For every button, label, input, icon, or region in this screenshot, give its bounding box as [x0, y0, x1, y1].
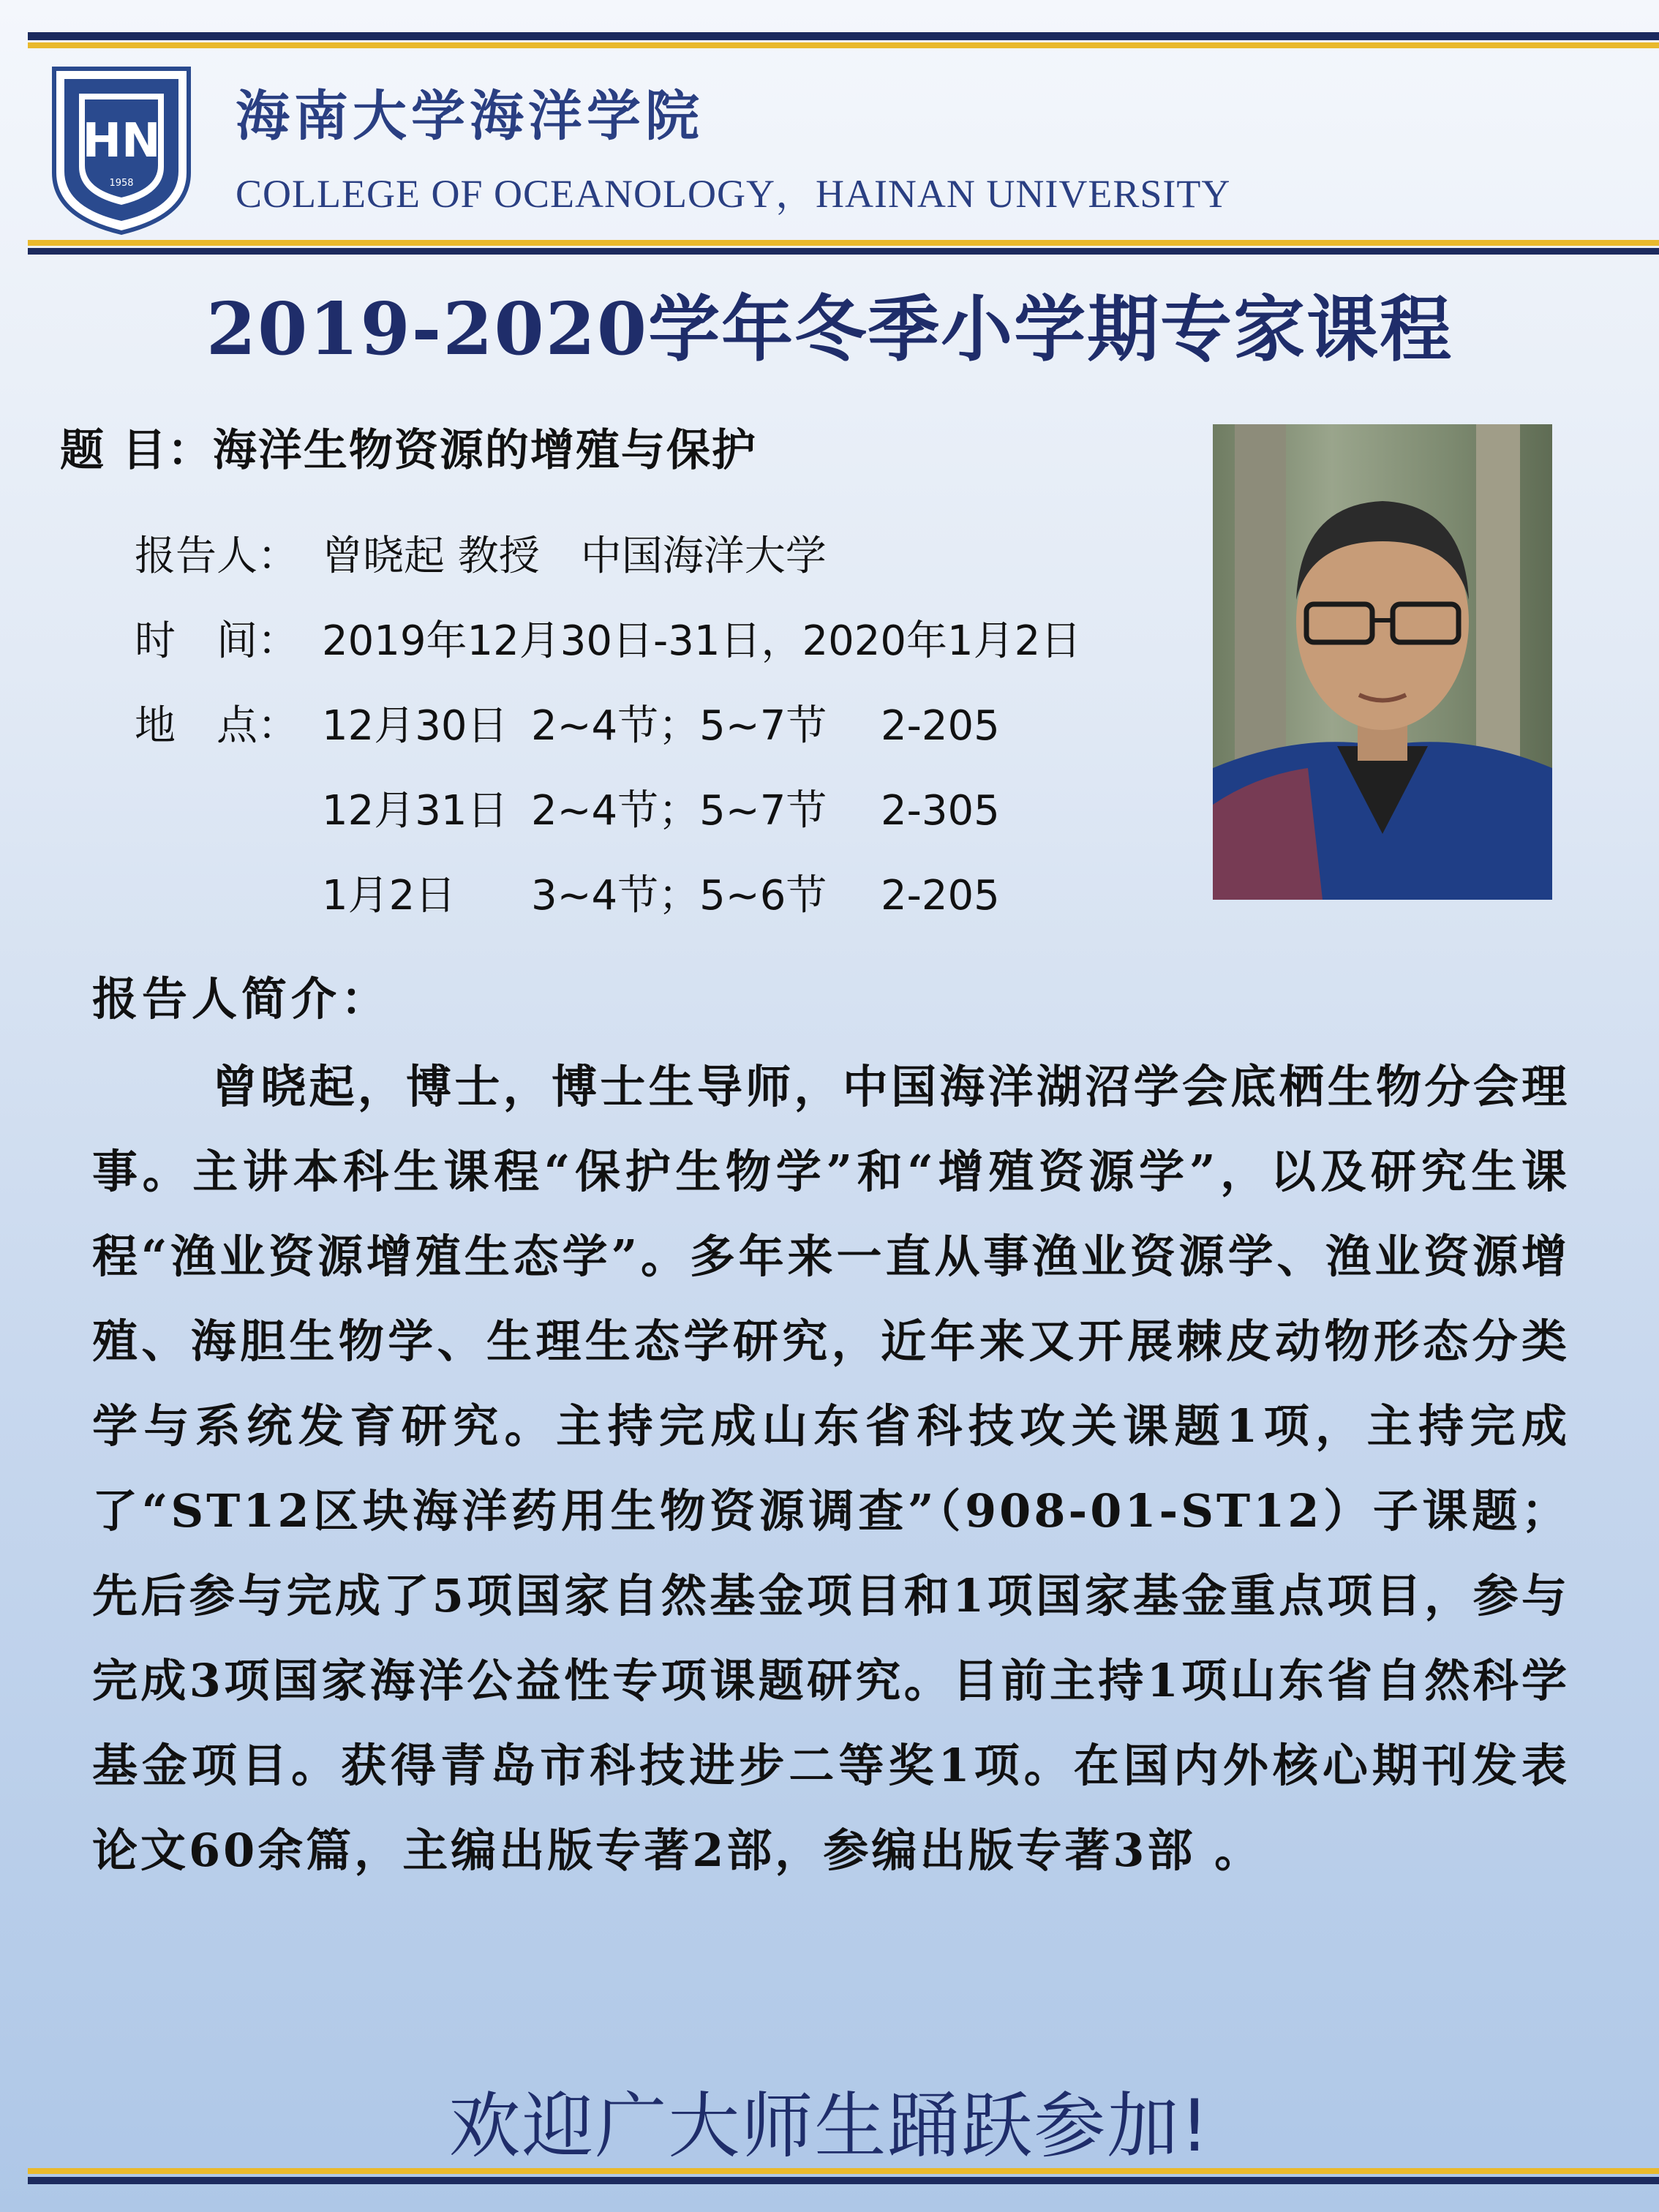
welcome-message: 欢迎广大师生踊跃参加!: [448, 2085, 1211, 2168]
time-value: 2019年12月30日-31日，2020年1月2日: [322, 617, 1082, 665]
schedule-periods: 3~4节；5~6节: [531, 872, 827, 919]
bottom-gold-bar: [28, 2168, 1659, 2174]
schedule-periods: 2~4节；5~7节: [531, 702, 827, 750]
schedule-row: [135, 778, 1000, 837]
speaker-label: 报告人：: [135, 533, 298, 580]
place-label: 地 点：: [135, 702, 298, 750]
top-gold-bar: [28, 42, 1659, 48]
bio-paragraph: 曾晓起，博士，博士生导师，中国海洋湖沼学会底栖生物分会理事。主讲本科生课程“保护生物学”和“增殖资源学”，以及研究生课程“渔业资源增殖生态学”。多年来一直从事渔业资源学、渔业资源增殖、海胆生物学、生理生态学研究，近年来又开展棘皮动物形态分类学与系统发育研究。主持完成山东省科技攻关课题1项，主持完成了“ST12区块海洋药用生物资源调查”（908-01-ST12）子课题；先后参与完成了5项国家自然基金项目和1项国家基金重点项目，参与完成3项国家海洋公益性专项课题研究。目前主持1项山东省自然科学基金项目。获得青岛市科技进步二等奖1项。在国内外核心期刊发表论文60余篇，主编出版专著2部，参编出版专著3部 。: [92, 1060, 1570, 1877]
svg-text:1958: 1958: [109, 178, 134, 189]
schedule-room: 2-205: [881, 702, 1000, 750]
schedule-date: 1月2日: [322, 872, 456, 919]
schedule-date: 12月31日: [322, 787, 508, 835]
time-label: 时 间：: [135, 617, 298, 665]
schedule-date: 12月30日: [322, 702, 508, 750]
college-name-en: COLLEGE OF OCEANOLOGY，HAINAN UNIVERSITY: [236, 172, 1231, 216]
top-navy-bar: [28, 32, 1659, 40]
college-name-cn: 海南大学海洋学院: [236, 85, 704, 148]
bottom-navy-bar: [28, 2177, 1659, 2184]
schedule-row: [135, 693, 1000, 752]
bio-heading: 报告人简介：: [92, 972, 391, 1026]
header-gold-bar: [28, 240, 1659, 246]
time-row: [135, 609, 1081, 667]
speaker-row: [135, 524, 827, 582]
schedule-periods: 2~4节；5~7节: [531, 787, 827, 835]
speaker-photo: [1213, 424, 1552, 900]
schedule-room: 2-205: [881, 872, 1000, 919]
header-navy-bar: [28, 248, 1659, 255]
schedule-row: [135, 863, 1000, 922]
speaker-value: 曾晓起 教授 中国海洋大学: [322, 533, 827, 580]
schedule-room: 2-305: [881, 787, 1000, 835]
svg-text:HN: HN: [82, 114, 161, 168]
university-logo: [48, 63, 195, 236]
topic-line: 题 目：海洋生物资源的增殖与保护: [60, 425, 757, 476]
course-title: 2019-2020学年冬季小学期专家课程: [206, 287, 1453, 372]
